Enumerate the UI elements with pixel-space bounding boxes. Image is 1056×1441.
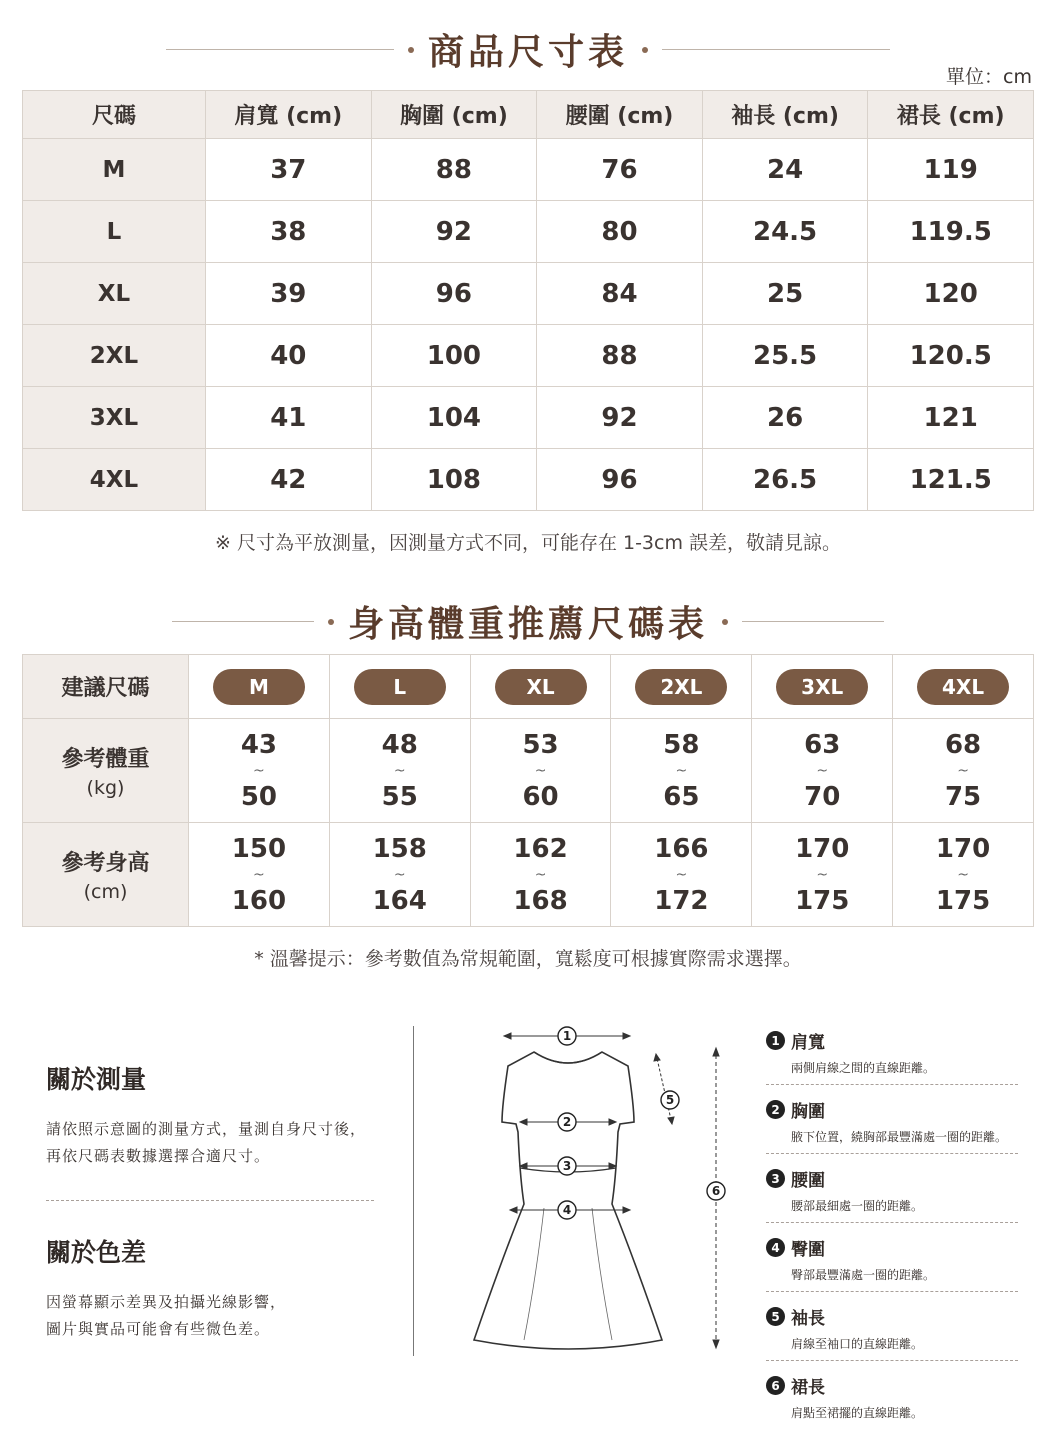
legend-number: 6 (766, 1376, 785, 1395)
table-cell: 88 (537, 325, 703, 387)
table-cell: 37 (206, 139, 372, 201)
recommend-table (22, 654, 1034, 927)
weight-unit: (kg) (86, 777, 125, 799)
table-cell: 3XL (23, 387, 206, 449)
marker-5-label: 5 (665, 1093, 675, 1107)
size-chart-table (22, 90, 1034, 511)
legend-name: 裙長 (791, 1378, 825, 1398)
size-pill-cell (752, 655, 893, 719)
height-row (23, 823, 1034, 927)
table-row (23, 139, 1034, 201)
title-line-right (742, 621, 884, 622)
table-cell: 26 (702, 387, 868, 449)
table-cell: 96 (537, 449, 703, 511)
table-cell: 25.5 (702, 325, 868, 387)
size-pill-cell (329, 655, 470, 719)
legend-name-row (766, 1304, 1018, 1329)
tilde: ~ (675, 762, 688, 779)
header-length: 裙長 (cm) (868, 91, 1034, 139)
weight-min: 58 (663, 729, 700, 760)
weight-cell (611, 719, 752, 823)
weight-min: 48 (381, 729, 418, 760)
measure-line: 再依尺碼表數據選擇合適尺寸。 (46, 1147, 271, 1165)
legend-number: 4 (766, 1238, 785, 1257)
table-row (23, 387, 1034, 449)
header-waist: 腰圍 (cm) (537, 91, 703, 139)
measure-line: 請依照示意圖的測量方式，量測自身尺寸後， (46, 1120, 367, 1138)
title-dot-left (328, 619, 334, 625)
tilde: ~ (816, 762, 829, 779)
legend-name-row (766, 1373, 1018, 1398)
table-cell: 39 (206, 263, 372, 325)
weight-label: 參考體重 (61, 747, 150, 772)
weight-label-cell (23, 719, 189, 823)
weight-cell (752, 719, 893, 823)
height-min: 170 (935, 833, 991, 864)
legend-desc: 臀部最豐滿處一圈的距離。 (791, 1268, 936, 1282)
about-section (46, 1060, 376, 1343)
size-pill-cell (470, 655, 611, 719)
table-cell: 96 (371, 263, 537, 325)
table-cell: 108 (371, 449, 537, 511)
table-cell: 92 (537, 387, 703, 449)
tilde: ~ (957, 866, 969, 883)
legend-number: 2 (766, 1100, 785, 1119)
table-cell: M (23, 139, 206, 201)
tilde: ~ (957, 762, 969, 779)
height-max: 168 (513, 885, 568, 916)
recommend-size-row (23, 655, 1034, 719)
tilde: ~ (253, 866, 265, 883)
size-pill-cell (189, 655, 330, 719)
size-pill-cell (611, 655, 752, 719)
tilde: ~ (534, 866, 547, 883)
weight-max: 65 (663, 781, 700, 812)
tilde: ~ (816, 866, 829, 883)
measurement-legend (766, 1028, 1018, 1441)
table-cell: 41 (206, 387, 372, 449)
header-size: 尺碼 (23, 91, 206, 139)
tilde: ~ (675, 866, 688, 883)
legend-item (766, 1097, 1018, 1154)
legend-name: 肩寬 (791, 1033, 825, 1053)
table-cell: 80 (537, 201, 703, 263)
tilde: ~ (393, 866, 406, 883)
weight-min: 43 (240, 729, 277, 760)
tilde: ~ (253, 762, 265, 779)
dress-diagram (440, 1018, 740, 1358)
legend-name: 袖長 (791, 1309, 825, 1329)
weight-cell (329, 719, 470, 823)
legend-item (766, 1166, 1018, 1223)
size-chart-header-row (23, 91, 1034, 139)
legend-item (766, 1028, 1018, 1085)
height-max: 175 (795, 885, 850, 916)
table-row (23, 201, 1034, 263)
legend-name-row (766, 1097, 1018, 1122)
size-pill: 3XL (776, 669, 868, 705)
legend-desc: 腋下位置，繞胸部最豐滿處一圈的距離。 (791, 1130, 1008, 1144)
legend-item (766, 1304, 1018, 1361)
height-max: 175 (935, 885, 991, 916)
height-unit: (cm) (83, 881, 128, 903)
title-line-left (172, 621, 314, 622)
size-chart-title-row (0, 24, 1056, 75)
height-min: 162 (513, 833, 568, 864)
divider (46, 1200, 374, 1201)
legend-name: 胸圍 (791, 1102, 825, 1122)
tilde: ~ (393, 762, 406, 779)
title-dot-right (642, 47, 648, 53)
height-max: 172 (654, 885, 709, 916)
legend-item (766, 1235, 1018, 1292)
weight-row (23, 719, 1034, 823)
weight-cell (189, 719, 330, 823)
table-row (23, 449, 1034, 511)
legend-name: 臀圍 (791, 1240, 825, 1260)
tilde: ~ (534, 762, 547, 779)
title-dot-left (408, 47, 414, 53)
size-chart-note: ※ 尺寸為平放測量，因測量方式不同，可能存在 1-3cm 誤差，敬請見諒。 (214, 532, 842, 554)
marker-1-label: 1 (562, 1029, 572, 1043)
height-cell (893, 823, 1034, 927)
table-cell: 24.5 (702, 201, 868, 263)
color-text (46, 1289, 376, 1343)
table-cell: 4XL (23, 449, 206, 511)
weight-min: 63 (804, 729, 841, 760)
marker-6-label: 6 (711, 1184, 721, 1198)
vertical-divider (413, 1026, 414, 1356)
table-cell: 84 (537, 263, 703, 325)
header-sleeve: 袖長 (cm) (702, 91, 868, 139)
color-title: 關於色差 (46, 1238, 147, 1267)
table-cell: 120.5 (868, 325, 1034, 387)
table-cell: 120 (868, 263, 1034, 325)
table-cell: 2XL (23, 325, 206, 387)
legend-item (766, 1373, 1018, 1429)
measure-text (46, 1116, 376, 1170)
table-cell: 119.5 (868, 201, 1034, 263)
table-cell: 40 (206, 325, 372, 387)
legend-name: 腰圍 (791, 1171, 825, 1191)
size-pill: XL (495, 669, 587, 705)
height-min: 158 (372, 833, 427, 864)
measure-title: 關於測量 (46, 1065, 147, 1094)
size-chart-title: 商品尺寸表 (427, 31, 628, 73)
table-cell: 24 (702, 139, 868, 201)
height-label-cell (23, 823, 189, 927)
height-min: 166 (654, 833, 709, 864)
table-cell: 104 (371, 387, 537, 449)
legend-name-row (766, 1166, 1018, 1191)
header-chest: 胸圍 (cm) (371, 91, 537, 139)
table-cell: 121 (868, 387, 1034, 449)
recommend-title: 身高體重推薦尺碼表 (347, 603, 708, 645)
title-dot-right (722, 619, 728, 625)
legend-desc: 腰部最細處一圈的距離。 (791, 1199, 924, 1213)
legend-desc: 兩側肩線之間的直線距離。 (791, 1061, 936, 1075)
title-line-right (662, 49, 890, 50)
legend-number: 3 (766, 1169, 785, 1188)
table-cell: 38 (206, 201, 372, 263)
size-pill: 2XL (635, 669, 727, 705)
legend-name-row (766, 1235, 1018, 1260)
weight-max: 55 (381, 781, 418, 812)
weight-min: 53 (522, 729, 559, 760)
height-cell (752, 823, 893, 927)
height-cell (611, 823, 752, 927)
table-cell: 88 (371, 139, 537, 201)
weight-max: 75 (944, 781, 982, 812)
recommend-note: * 溫馨提示：參考數值為常規範圍，寬鬆度可根據實際需求選擇。 (254, 948, 802, 970)
height-max: 164 (372, 885, 427, 916)
legend-name-row (766, 1028, 1018, 1053)
size-pill-cell (893, 655, 1034, 719)
marker-4-label: 4 (562, 1203, 572, 1217)
height-label: 參考身高 (61, 851, 150, 876)
marker-3-label: 3 (562, 1159, 572, 1173)
recommend-title-row (0, 596, 1056, 647)
legend-desc: 肩線至袖口的直線距離。 (791, 1337, 924, 1351)
weight-max: 50 (240, 781, 277, 812)
table-cell: 26.5 (702, 449, 868, 511)
height-max: 160 (231, 885, 287, 916)
title-line-left (166, 49, 394, 50)
height-cell (329, 823, 470, 927)
color-line: 因螢幕顯示差異及拍攝光線影響， (46, 1293, 287, 1311)
weight-cell (470, 719, 611, 823)
table-cell: 100 (371, 325, 537, 387)
weight-min: 68 (944, 729, 982, 760)
recommend-size-label: 建議尺碼 (23, 655, 189, 719)
unit-label: 單位：cm (946, 66, 1032, 88)
table-cell: 92 (371, 201, 537, 263)
weight-max: 60 (522, 781, 559, 812)
table-cell: 25 (702, 263, 868, 325)
size-pill: 4XL (917, 669, 1009, 705)
table-cell: 121.5 (868, 449, 1034, 511)
legend-number: 5 (766, 1307, 785, 1326)
table-cell: L (23, 201, 206, 263)
size-pill: M (213, 669, 305, 705)
legend-number: 1 (766, 1031, 785, 1050)
table-cell: XL (23, 263, 206, 325)
height-cell (189, 823, 330, 927)
weight-cell (893, 719, 1034, 823)
marker-2-label: 2 (562, 1115, 572, 1129)
header-shoulder: 肩寬 (cm) (206, 91, 372, 139)
weight-max: 70 (804, 781, 841, 812)
table-cell: 76 (537, 139, 703, 201)
table-cell: 119 (868, 139, 1034, 201)
table-cell: 42 (206, 449, 372, 511)
height-min: 150 (231, 833, 287, 864)
height-min: 170 (795, 833, 850, 864)
color-line: 圖片與實品可能會有些微色差。 (46, 1320, 271, 1338)
table-row (23, 325, 1034, 387)
table-row (23, 263, 1034, 325)
legend-desc: 肩點至裙擺的直線距離。 (791, 1406, 924, 1420)
height-cell (470, 823, 611, 927)
size-pill: L (354, 669, 446, 705)
